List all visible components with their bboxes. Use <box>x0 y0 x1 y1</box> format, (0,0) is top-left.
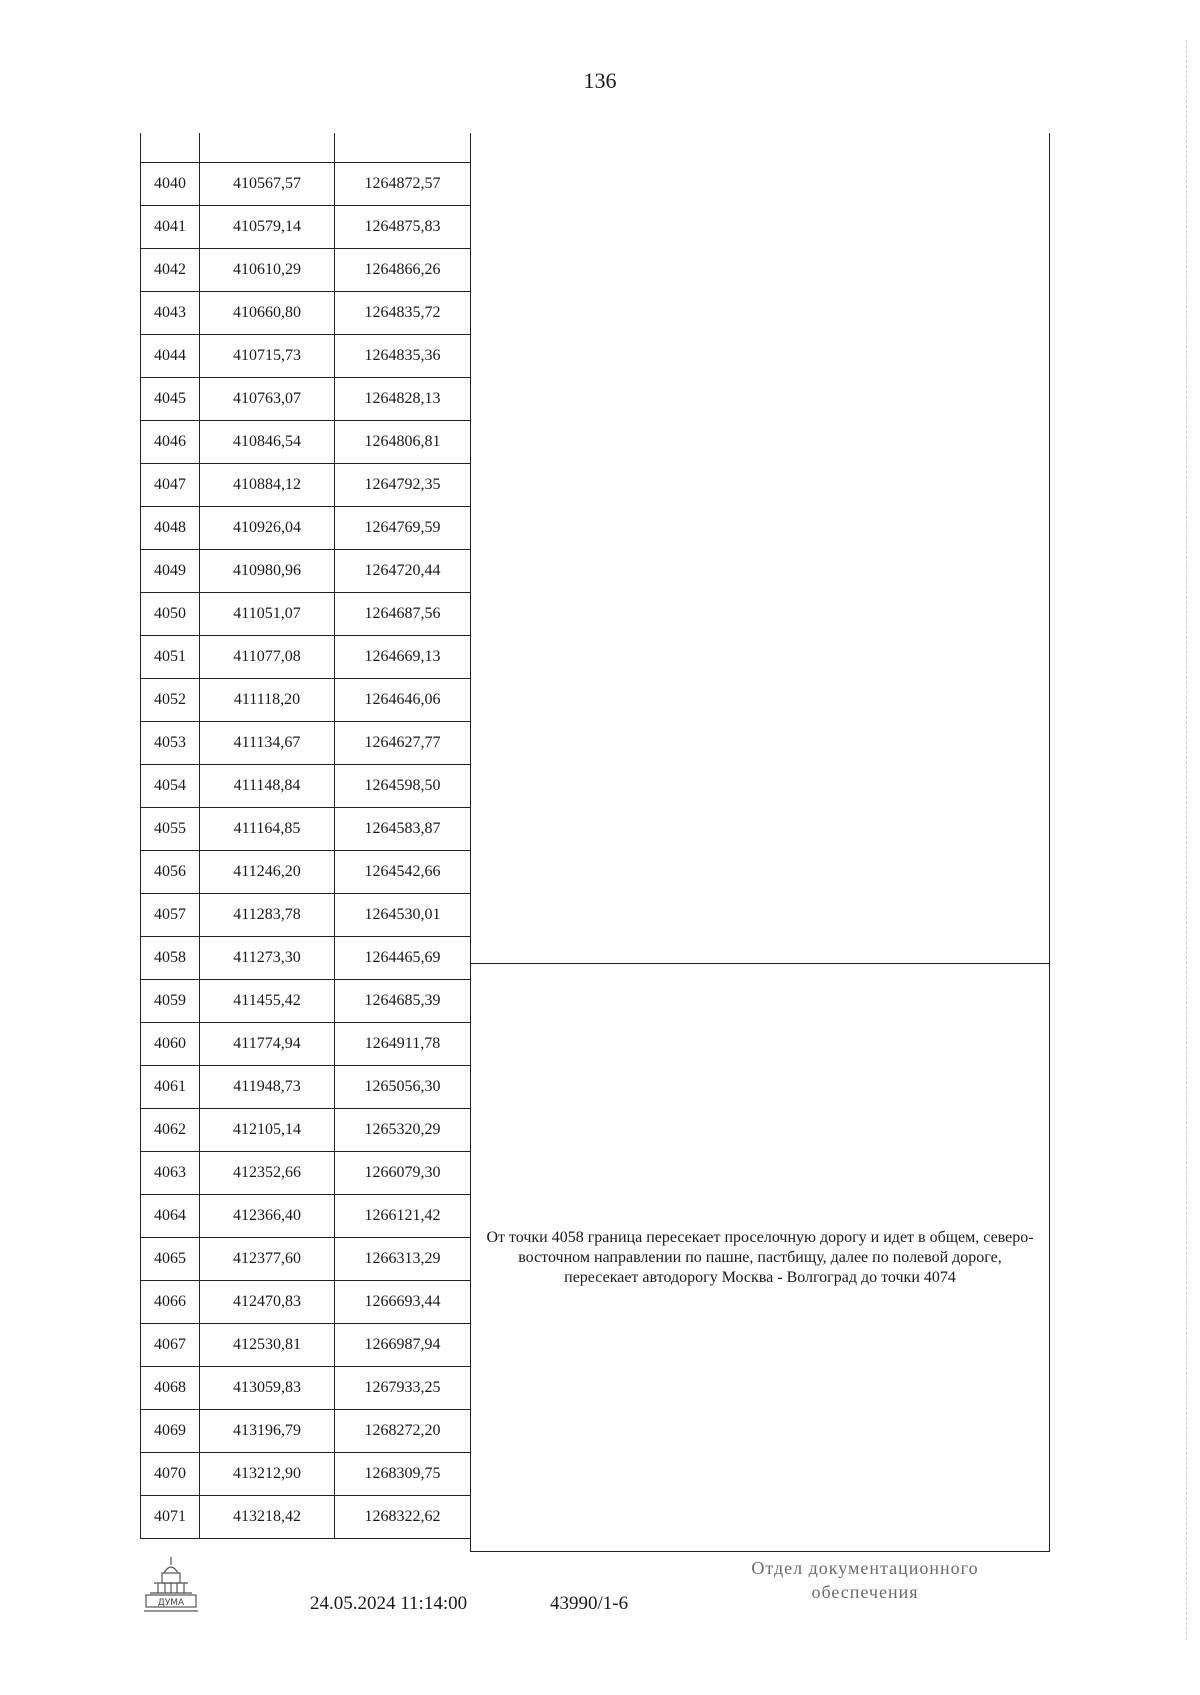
point-number-cell: 4047 <box>141 463 200 506</box>
y-coordinate-cell: 1264872,57 <box>335 162 471 205</box>
table-row <box>141 936 471 979</box>
table-row <box>141 1151 471 1194</box>
table-row <box>141 1237 471 1280</box>
point-number-cell: 4051 <box>141 635 200 678</box>
x-coordinate-cell: 411273,30 <box>200 936 335 979</box>
point-number-cell: 4049 <box>141 549 200 592</box>
y-coordinate-cell: 1264669,13 <box>335 635 471 678</box>
point-number-cell: 4045 <box>141 377 200 420</box>
point-number-cell: 4058 <box>141 936 200 979</box>
y-coordinate-cell: 1264542,66 <box>335 850 471 893</box>
table-row <box>141 1323 471 1366</box>
x-coordinate-cell: 411077,08 <box>200 635 335 678</box>
y-coordinate-cell: 1264627,77 <box>335 721 471 764</box>
point-number-cell: 4050 <box>141 592 200 635</box>
point-number-cell: 4061 <box>141 1065 200 1108</box>
table-header-stub-row <box>141 133 471 162</box>
stamp-line-2: обеспечения <box>811 1582 919 1602</box>
x-coordinate-cell: 412105,14 <box>200 1108 335 1151</box>
table-row <box>141 377 471 420</box>
table-row <box>141 764 471 807</box>
point-number-cell: 4055 <box>141 807 200 850</box>
x-coordinate-cell: 412530,81 <box>200 1323 335 1366</box>
table-row <box>141 1366 471 1409</box>
table-row <box>141 850 471 893</box>
table-row <box>141 592 471 635</box>
table-row <box>141 1280 471 1323</box>
point-number-cell: 4059 <box>141 979 200 1022</box>
point-number-cell: 4068 <box>141 1366 200 1409</box>
y-coordinate-cell: 1266693,44 <box>335 1280 471 1323</box>
y-coordinate-cell: 1264465,69 <box>335 936 471 979</box>
point-number-cell: 4043 <box>141 291 200 334</box>
y-coordinate-cell: 1267933,25 <box>335 1366 471 1409</box>
y-coordinate-cell: 1264769,59 <box>335 506 471 549</box>
table-row <box>141 1108 471 1151</box>
x-coordinate-cell: 411246,20 <box>200 850 335 893</box>
y-coordinate-cell: 1264828,13 <box>335 377 471 420</box>
point-number-cell: 4063 <box>141 1151 200 1194</box>
y-coordinate-cell: 1264646,06 <box>335 678 471 721</box>
table-row <box>141 549 471 592</box>
y-coordinate-cell: 1265056,30 <box>335 1065 471 1108</box>
point-number-cell: 4048 <box>141 506 200 549</box>
x-coordinate-cell: 412470,83 <box>200 1280 335 1323</box>
table-row <box>141 205 471 248</box>
y-coordinate-cell: 1264583,87 <box>335 807 471 850</box>
x-coordinate-cell: 410926,04 <box>200 506 335 549</box>
y-coordinate-cell: 1264792,35 <box>335 463 471 506</box>
y-coordinate-cell: 1264875,83 <box>335 205 471 248</box>
point-number-cell: 4067 <box>141 1323 200 1366</box>
description-cell <box>470 963 1050 1552</box>
table-row <box>141 334 471 377</box>
table-row <box>141 1495 471 1538</box>
stub-cell-y <box>335 133 471 162</box>
x-coordinate-cell: 410846,54 <box>200 420 335 463</box>
stub-cell-num <box>141 133 200 162</box>
x-coordinate-cell: 411051,07 <box>200 592 335 635</box>
table-row <box>141 1022 471 1065</box>
table-row <box>141 1194 471 1237</box>
point-number-cell: 4054 <box>141 764 200 807</box>
x-coordinate-cell: 411164,85 <box>200 807 335 850</box>
y-coordinate-cell: 1268322,62 <box>335 1495 471 1538</box>
coordinates-table <box>140 133 471 1539</box>
y-coordinate-cell: 1266313,29 <box>335 1237 471 1280</box>
x-coordinate-cell: 410610,29 <box>200 248 335 291</box>
x-coordinate-cell: 413059,83 <box>200 1366 335 1409</box>
y-coordinate-cell: 1264720,44 <box>335 549 471 592</box>
y-coordinate-cell: 1264685,39 <box>335 979 471 1022</box>
y-coordinate-cell: 1264806,81 <box>335 420 471 463</box>
point-number-cell: 4053 <box>141 721 200 764</box>
logo-text: ДУМА <box>157 1598 185 1608</box>
point-number-cell: 4044 <box>141 334 200 377</box>
y-coordinate-cell: 1264911,78 <box>335 1022 471 1065</box>
stamp-line-1: Отдел документационного <box>751 1558 979 1578</box>
x-coordinate-cell: 413212,90 <box>200 1452 335 1495</box>
duma-logo-icon <box>140 1553 202 1617</box>
y-coordinate-cell: 1266121,42 <box>335 1194 471 1237</box>
table-row <box>141 1065 471 1108</box>
point-number-cell: 4069 <box>141 1409 200 1452</box>
table-row <box>141 248 471 291</box>
table-row <box>141 979 471 1022</box>
x-coordinate-cell: 413196,79 <box>200 1409 335 1452</box>
table-row <box>141 721 471 764</box>
x-coordinate-cell: 410763,07 <box>200 377 335 420</box>
point-number-cell: 4060 <box>141 1022 200 1065</box>
x-coordinate-cell: 411948,73 <box>200 1065 335 1108</box>
table-row <box>141 463 471 506</box>
point-number-cell: 4040 <box>141 162 200 205</box>
y-coordinate-cell: 1268309,75 <box>335 1452 471 1495</box>
table-row <box>141 807 471 850</box>
y-coordinate-cell: 1264687,56 <box>335 592 471 635</box>
x-coordinate-cell: 410567,57 <box>200 162 335 205</box>
y-coordinate-cell: 1266987,94 <box>335 1323 471 1366</box>
x-coordinate-cell: 412352,66 <box>200 1151 335 1194</box>
department-stamp <box>700 1556 1030 1604</box>
table-row <box>141 506 471 549</box>
point-number-cell: 4042 <box>141 248 200 291</box>
footer-document-number: 43990/1-6 <box>550 1593 629 1614</box>
table-row <box>141 1409 471 1452</box>
table-row <box>141 1452 471 1495</box>
y-coordinate-cell: 1264598,50 <box>335 764 471 807</box>
x-coordinate-cell: 411774,94 <box>200 1022 335 1065</box>
x-coordinate-cell: 411283,78 <box>200 893 335 936</box>
y-coordinate-cell: 1264530,01 <box>335 893 471 936</box>
x-coordinate-cell: 412366,40 <box>200 1194 335 1237</box>
point-number-cell: 4066 <box>141 1280 200 1323</box>
x-coordinate-cell: 410980,96 <box>200 549 335 592</box>
x-coordinate-cell: 411134,67 <box>200 721 335 764</box>
y-coordinate-cell: 1264835,72 <box>335 291 471 334</box>
point-number-cell: 4052 <box>141 678 200 721</box>
point-number-cell: 4065 <box>141 1237 200 1280</box>
x-coordinate-cell: 410884,12 <box>200 463 335 506</box>
y-coordinate-cell: 1268272,20 <box>335 1409 471 1452</box>
table-row <box>141 291 471 334</box>
point-number-cell: 4056 <box>141 850 200 893</box>
point-number-cell: 4062 <box>141 1108 200 1151</box>
y-coordinate-cell: 1264866,26 <box>335 248 471 291</box>
margin-scan-line <box>1186 40 1187 1640</box>
boundary-description-text: От точки 4058 граница пересекает проселочную дорогу и идет в общем, северо-восточном направлении по пашне, пастбищу, далее по полевой дороге, пересекает автодорогу Москва - Волгоград до точки 4074 <box>486 1228 1034 1286</box>
page-number: 136 <box>583 68 617 93</box>
point-number-cell: 4071 <box>141 1495 200 1538</box>
point-number-cell: 4046 <box>141 420 200 463</box>
x-coordinate-cell: 410660,80 <box>200 291 335 334</box>
y-coordinate-cell: 1265320,29 <box>335 1108 471 1151</box>
x-coordinate-cell: 411118,20 <box>200 678 335 721</box>
point-number-cell: 4041 <box>141 205 200 248</box>
x-coordinate-cell: 410715,73 <box>200 334 335 377</box>
y-coordinate-cell: 1264835,36 <box>335 334 471 377</box>
table-row <box>141 678 471 721</box>
point-number-cell: 4057 <box>141 893 200 936</box>
table-row <box>141 162 471 205</box>
x-coordinate-cell: 410579,14 <box>200 205 335 248</box>
footer-datetime: 24.05.2024 11:14:00 <box>310 1593 468 1614</box>
table-row <box>141 893 471 936</box>
point-number-cell: 4064 <box>141 1194 200 1237</box>
x-coordinate-cell: 413218,42 <box>200 1495 335 1538</box>
x-coordinate-cell: 412377,60 <box>200 1237 335 1280</box>
table-row <box>141 635 471 678</box>
coordinates-table-body <box>141 133 471 1538</box>
table-row <box>141 420 471 463</box>
point-number-cell: 4070 <box>141 1452 200 1495</box>
description-cell-previous <box>470 133 1050 963</box>
x-coordinate-cell: 411148,84 <box>200 764 335 807</box>
x-coordinate-cell: 411455,42 <box>200 979 335 1022</box>
stub-cell-x <box>200 133 335 162</box>
y-coordinate-cell: 1266079,30 <box>335 1151 471 1194</box>
